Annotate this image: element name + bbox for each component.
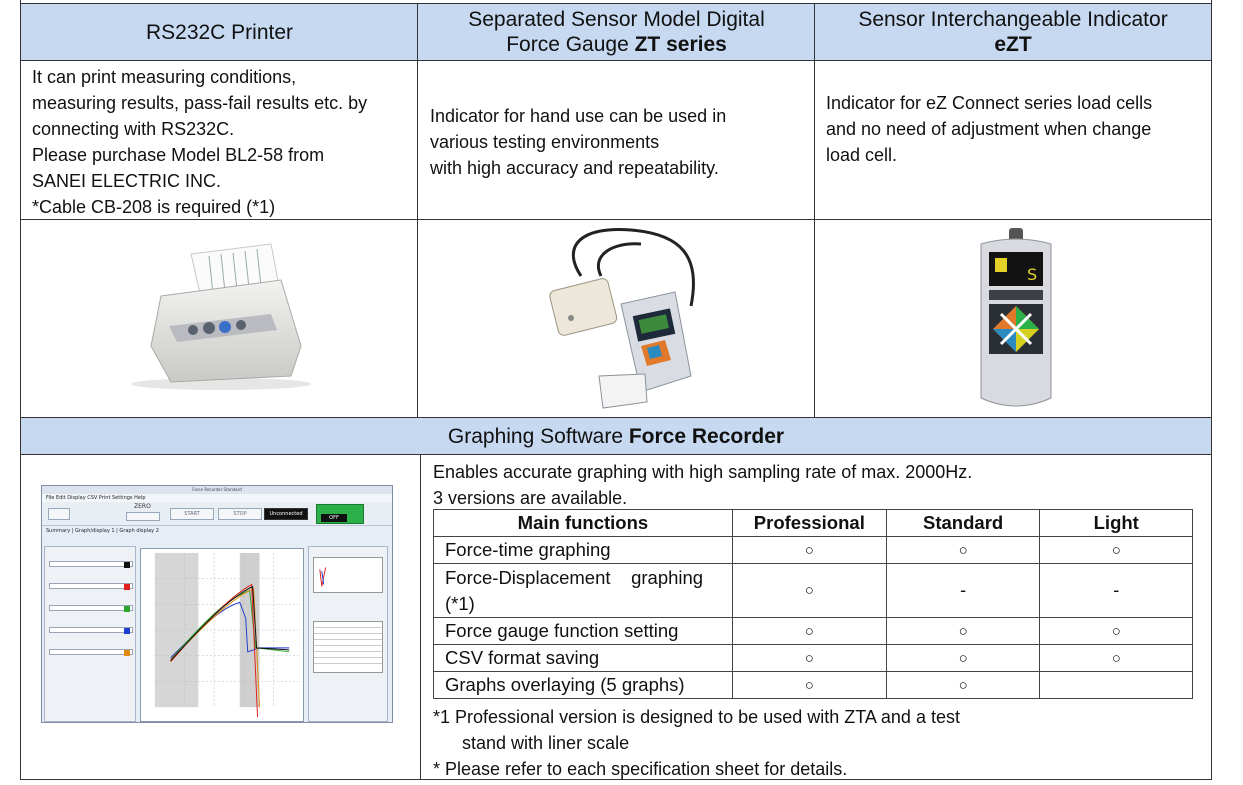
off-toggle: OFF [321, 514, 347, 522]
function-cell [434, 564, 733, 618]
table-row [434, 645, 1193, 672]
description-line: SANEI ELECTRIC INC. [32, 171, 222, 191]
note-line: * Please refer to each specification sheet for details. [433, 759, 848, 779]
folder-icon [48, 508, 70, 520]
description-line: Please purchase Model BL2-58 from [32, 145, 325, 165]
connection-status: Unconnected [264, 508, 308, 520]
description-line: various testing environments [430, 132, 660, 152]
column-divider-2 [814, 4, 815, 417]
function-line: Force-Displacement graphing [445, 566, 704, 588]
description-ezt [826, 90, 1206, 168]
availability-cell: ○ [886, 672, 1040, 699]
force-recorder-screenshot [41, 485, 393, 723]
result-table [313, 621, 383, 673]
printer-image [121, 226, 321, 391]
column-header: Standard [886, 510, 1040, 537]
start-button: START [170, 508, 214, 520]
availability-cell: ○ [886, 537, 1040, 564]
header-title-bold: ZT series [634, 33, 727, 56]
screenshot-menu: File Edit Display CSV Print Settings Help [42, 494, 392, 502]
description-line: *Cable CB-208 is required (*1) [32, 197, 276, 217]
header-title-line2 [506, 32, 727, 57]
table-header-row [434, 510, 1193, 537]
availability-cell: ○ [732, 645, 886, 672]
software-notes [433, 704, 1203, 782]
column-header: Light [1040, 510, 1193, 537]
column-divider-software [420, 455, 421, 780]
availability-cell: ○ [886, 618, 1040, 645]
note-line: stand with liner scale [462, 733, 630, 753]
availability-cell: ○ [732, 672, 886, 699]
availability-cell [1040, 672, 1193, 699]
function-cell: CSV format saving [434, 645, 733, 672]
availability-cell: ○ [886, 645, 1040, 672]
screenshot-tabs: Summary | Graph/display 1 | Graph display 2 [46, 528, 159, 534]
description-line: measuring results, pass-fail results etc. by [32, 93, 368, 113]
auto-save-panel [316, 504, 364, 524]
screenshot-graph [140, 548, 304, 722]
screenshot-titlebar: Force Recorder Standard [42, 486, 392, 494]
availability-cell: ○ [1040, 537, 1193, 564]
availability-cell: ○ [1040, 645, 1193, 672]
header-zt-series [418, 4, 815, 61]
function-cell: Force-time graphing [434, 537, 733, 564]
function-cell: Graphs overlaying (5 graphs) [434, 672, 733, 699]
availability-cell: - [1040, 564, 1193, 618]
function-cell: Force gauge function setting [434, 618, 733, 645]
header-force-recorder [21, 417, 1211, 455]
intro-line: 3 versions are available. [433, 488, 628, 508]
zero-box [126, 512, 160, 521]
stop-button: STOP [218, 508, 262, 520]
screenshot-toolbar [42, 502, 392, 526]
header-ezt [815, 4, 1211, 61]
header-title-normal: Graphing Software [447, 424, 629, 448]
column-header: Main functions [434, 510, 733, 537]
header-title-line1: Sensor Interchangeable Indicator [858, 8, 1168, 31]
table-row [434, 564, 1193, 618]
column-header: Professional [732, 510, 886, 537]
header-title-line1: Separated Sensor Model Digital [468, 8, 765, 31]
header-title: RS232C Printer [145, 20, 294, 44]
availability-cell: ○ [732, 618, 886, 645]
description-line: Indicator for eZ Connect series load cells [826, 93, 1153, 113]
header-title [448, 424, 784, 449]
availability-cell: ○ [1040, 618, 1193, 645]
version-comparison-table [433, 509, 1193, 699]
table-row [434, 537, 1193, 564]
mini-graph [313, 557, 383, 593]
header-title-bold: Force Recorder [628, 424, 785, 448]
intro-line: Enables accurate graphing with high sampling rate of max. 2000Hz. [433, 462, 973, 482]
description-line: connecting with RS232C. [32, 119, 235, 139]
svg-text:S: S [1027, 265, 1038, 284]
availability-cell: ○ [732, 537, 886, 564]
ezt-indicator-image [971, 228, 1061, 413]
availability-cell: - [886, 564, 1040, 618]
availability-cell: ○ [732, 564, 886, 618]
screenshot-file-panel [44, 546, 136, 722]
function-line: (*1) [445, 592, 475, 614]
screenshot-result-panel [308, 546, 388, 722]
column-divider-1 [417, 4, 418, 417]
zero-label: ZERO [134, 503, 151, 510]
product-grid [20, 3, 1212, 780]
header-rs232c-printer [21, 4, 418, 61]
description-line: It can print measuring conditions, [32, 67, 297, 87]
note-line: *1 Professional version is designed to be used with ZTA and a test [433, 707, 960, 727]
description-line: load cell. [826, 145, 898, 165]
table-row [434, 618, 1193, 645]
description-line: with high accuracy and repeatability. [430, 158, 719, 178]
description-line: Indicator for hand use can be used in [430, 106, 727, 126]
description-zt-series [430, 103, 810, 181]
table-row [434, 672, 1193, 699]
header-title-normal: Force Gauge [506, 33, 635, 56]
software-intro [433, 459, 1203, 511]
description-line: and no need of adjustment when change [826, 119, 1152, 139]
zt-gauge-image [541, 226, 711, 411]
description-rs232c-printer [32, 64, 412, 220]
header-title-bold: eZT [994, 33, 1032, 56]
